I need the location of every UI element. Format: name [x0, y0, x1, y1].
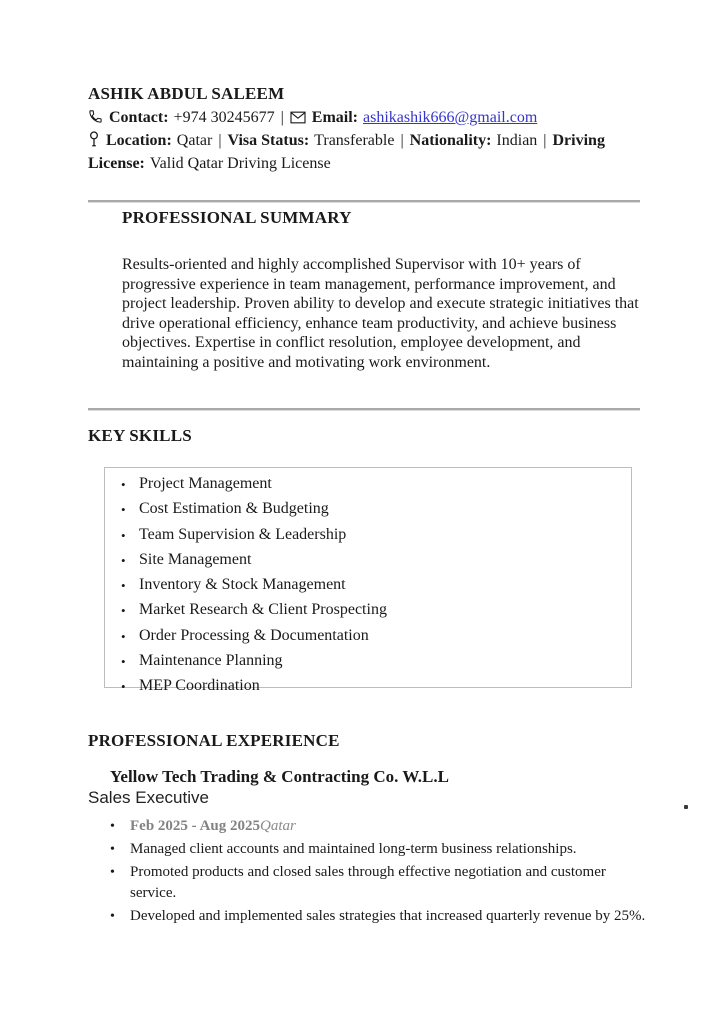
contact-block — [88, 106, 648, 175]
contact-line — [88, 106, 648, 129]
separator: | — [218, 132, 222, 149]
skills-list — [105, 471, 631, 699]
company-name: Yellow Tech Trading & Contracting Co. W.L.L — [110, 767, 449, 786]
skill-item: • Project Management — [119, 471, 631, 496]
horizontal-rule — [88, 408, 640, 411]
experience-date-item — [104, 816, 652, 837]
separator: | — [280, 109, 284, 126]
envelope-icon — [290, 111, 306, 124]
experience-bullet: • Developed and implemented sales strategies that increased quarterly revenue by 25%. — [104, 906, 652, 927]
skill-item: • Market Research & Client Prospecting — [119, 597, 631, 622]
skill-item: • Order Processing & Documentation — [119, 623, 631, 648]
experience-heading: PROFESSIONAL EXPERIENCE — [88, 731, 340, 750]
date-location: Qatar — [260, 818, 296, 834]
skill-item: • Site Management — [119, 547, 631, 572]
experience-bullet-list — [104, 816, 652, 929]
email-link[interactable]: ashikashik666@gmail.com — [363, 109, 538, 126]
phone-receiver-icon — [88, 109, 103, 124]
horizontal-rule — [88, 200, 640, 203]
skills-box — [104, 467, 632, 695]
date-range: Feb 2025 - Aug 2025 — [130, 818, 261, 834]
separator: | — [543, 132, 547, 149]
nationality-label: Nationality: — [409, 132, 492, 149]
experience-bullet: • Promoted products and closed sales through effective negotiation and customer service. — [104, 862, 652, 904]
email-label: Email: — [311, 109, 358, 126]
skill-item: • Inventory & Stock Management — [119, 572, 631, 597]
stray-dot — [684, 805, 688, 809]
experience-bullet: • Managed client accounts and maintained long-term business relationships. — [104, 839, 652, 860]
separator: | — [400, 132, 404, 149]
summary-heading: PROFESSIONAL SUMMARY — [122, 208, 352, 227]
skill-item: • MEP Coordination — [119, 673, 631, 698]
location-value: Qatar — [176, 132, 213, 149]
job-title: Sales Executive — [88, 788, 209, 807]
skill-item: • Team Supervision & Leadership — [119, 522, 631, 547]
visa-label: Visa Status: — [227, 132, 310, 149]
nationality-value: Indian — [496, 132, 538, 149]
location-label: Location: — [106, 132, 172, 149]
skill-item: • Cost Estimation & Budgeting — [119, 496, 631, 521]
visa-value: Transferable — [314, 132, 395, 149]
license-label: Driving License: — [88, 132, 605, 172]
summary-text: Results-oriented and highly accomplished Supervisor with 10+ years of progressive experience in team management, performance improvement, and project leadership. Proven ability to develop and execute strategic initiatives that drive operational efficiency, enhance team productivity, and achieve business objectives. Expertise in conflict resolution, employee development, and maintaining a positive and motivating work environment. — [122, 256, 639, 371]
location-line — [88, 129, 648, 175]
contact-label: Contact: — [109, 109, 169, 126]
candidate-name: ASHIK ABDUL SALEEM — [88, 84, 285, 103]
map-pin-icon — [88, 131, 100, 147]
skills-heading: KEY SKILLS — [88, 426, 192, 445]
contact-value: +974 30245677 — [173, 109, 275, 126]
skill-item: • Maintenance Planning — [119, 648, 631, 673]
license-value: Valid Qatar Driving License — [149, 155, 331, 172]
